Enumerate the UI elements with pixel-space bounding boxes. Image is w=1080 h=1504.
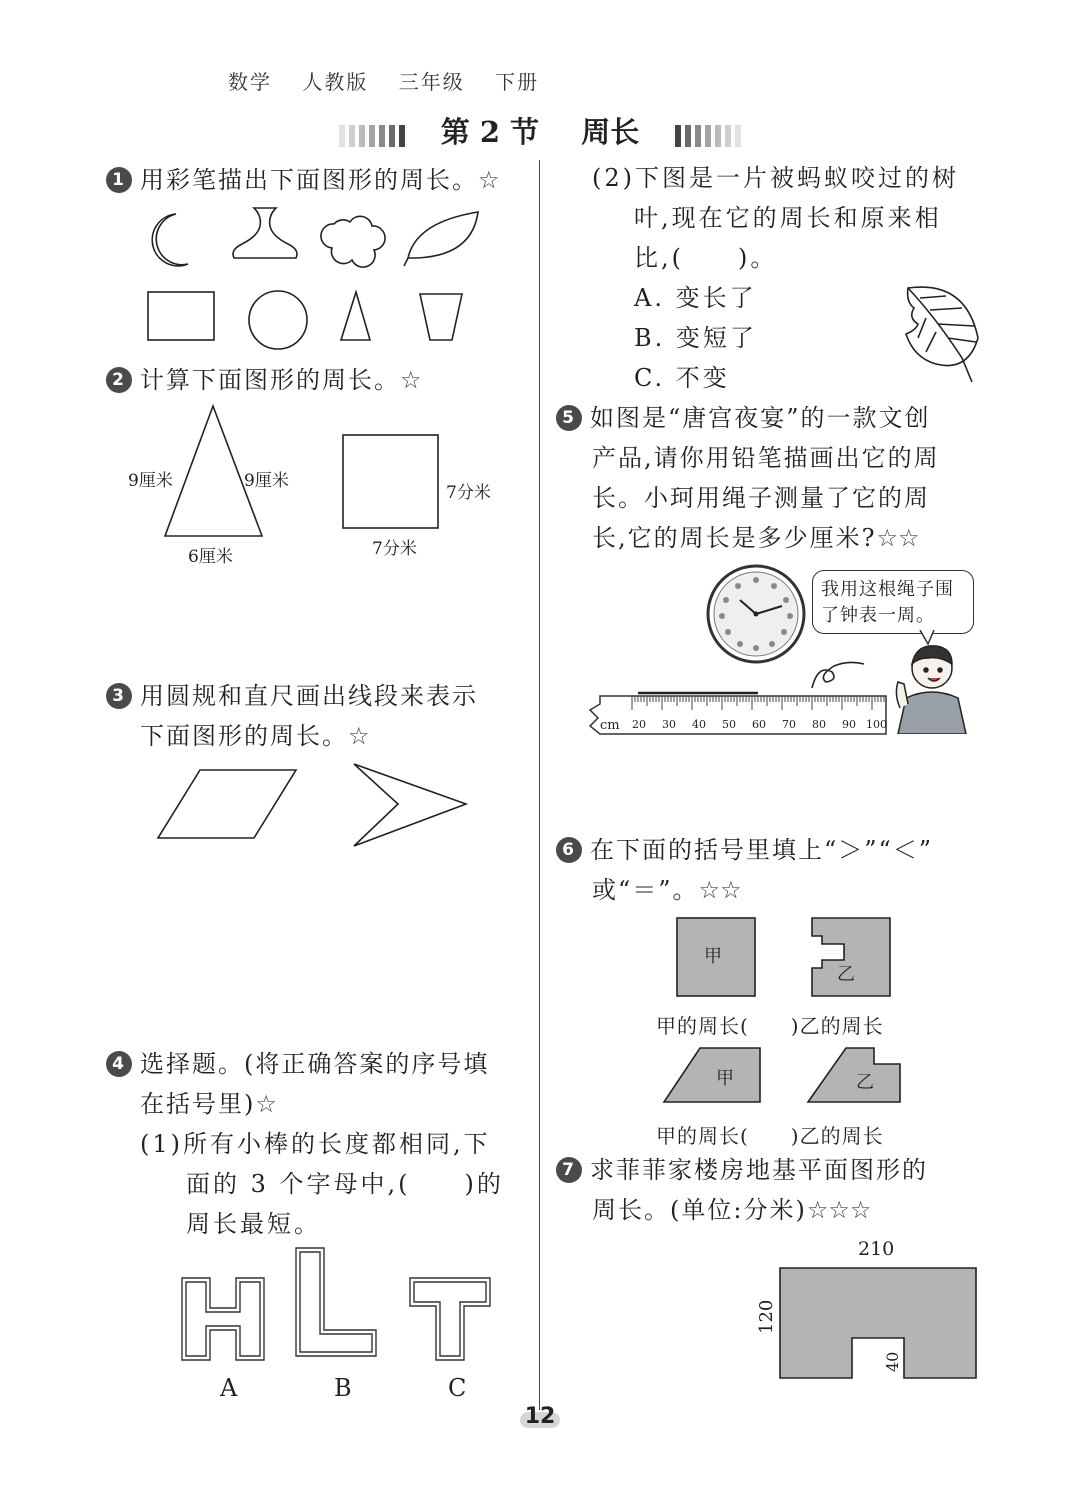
section-topic: 周长 [581, 115, 640, 149]
difficulty-stars: ☆ [348, 722, 370, 750]
q4-sub2-line-2: 叶,现在它的周长和原来相 [634, 204, 942, 232]
question-3-cont [140, 716, 370, 756]
foundation-top-length: 210 [858, 1238, 895, 1260]
question-7-badge: 7 [556, 1157, 582, 1183]
question-6-line-2: 或“＝”。 [592, 876, 699, 904]
question-6-badge: 6 [556, 837, 582, 863]
difficulty-stars: ☆ [255, 1090, 277, 1118]
question-1 [106, 160, 500, 200]
edition-label: 人教版 [302, 70, 369, 94]
title-bars-left [337, 117, 407, 151]
question-3-line-1: 用圆规和直尺画出线段来表示 [140, 682, 478, 710]
ruler-unit: cm [600, 718, 620, 733]
question-5-line-1: 如图是“唐宫夜宴”的一款文创 [590, 404, 931, 432]
question-3-line-2: 下面图形的周长。 [140, 722, 348, 750]
difficulty-stars: ☆☆ [876, 524, 920, 552]
letter-l-sticks [296, 1248, 376, 1356]
question-4-line-2: 在括号里) [140, 1090, 256, 1118]
question-6 [556, 830, 933, 870]
q4-sub1-line-1: (1)所有小棒的长度都相同,下 [140, 1130, 491, 1158]
subject-label: 数学 [228, 70, 272, 94]
grade-label: 三年级 [398, 70, 465, 94]
ruler-tick-labels [632, 718, 887, 731]
q3-shapes [150, 760, 480, 850]
foundation-left-length: 120 [756, 1299, 777, 1334]
stick-letters-figure [176, 1244, 506, 1364]
ruler-tick-label: 60 [752, 718, 766, 731]
foundation-plan-figure [752, 1262, 982, 1386]
question-7-line-2: 周长。(单位:分米) [592, 1196, 807, 1224]
bitten-leaf-figure [896, 278, 986, 386]
arrowhead-shape [354, 764, 466, 846]
q4-sub2-line-3: 比,( )。 [634, 244, 778, 272]
question-5-cont [592, 518, 920, 558]
jia-label: 甲 [716, 1068, 734, 1089]
question-4 [106, 1044, 489, 1084]
question-5-line-3: 长。小珂用绳子测量了它的周 [592, 484, 930, 512]
letter-h-sticks [182, 1278, 264, 1360]
question-5-badge: 5 [556, 405, 582, 431]
question-6-cont [592, 870, 742, 910]
ruler-tick-label: 100 [866, 718, 887, 731]
difficulty-stars: ☆ [400, 366, 422, 394]
ruler-tick-label: 70 [782, 718, 796, 731]
triangle-right-side-label: 9厘米 [244, 471, 289, 491]
difficulty-stars: ☆ [478, 166, 500, 194]
compare-line-2: 甲的周长( )乙的周长 [656, 1124, 884, 1148]
wall-clock-figure [704, 562, 808, 666]
question-4-badge: 4 [106, 1051, 132, 1077]
ruler-figure [588, 690, 888, 738]
compare-figures-1 [672, 914, 902, 998]
square-bottom-side-label: 7分米 [372, 539, 417, 559]
compare-line-1: 甲的周长( )乙的周长 [656, 1014, 884, 1038]
boy-illustration [892, 638, 972, 734]
speech-bubble [812, 570, 974, 634]
parallelogram-shape [158, 770, 296, 838]
ruler-tick-label: 40 [692, 718, 706, 731]
question-6-line-1: 在下面的括号里填上“＞”“＜” [590, 836, 934, 864]
q4-sub1-line-2: 面的 3 个字母中,( )的 [186, 1170, 504, 1198]
triangle-base-label: 6厘米 [188, 547, 233, 567]
question-7-line-1: 求菲菲家楼房地基平面图形的 [590, 1156, 928, 1184]
question-2 [106, 360, 422, 400]
trapezoid-shape [420, 294, 462, 340]
speech-bubble-line-2: 了钟表一周。 [821, 605, 935, 626]
option-a: A. 变长了 [634, 284, 757, 312]
question-4-line-1: 选择题。(将正确答案的序号填 [140, 1050, 490, 1078]
triangle-shape [341, 292, 370, 340]
option-c: C. 不变 [634, 364, 730, 392]
question-3-badge: 3 [106, 683, 132, 709]
jia-trapezoid [664, 1048, 760, 1102]
question-7 [556, 1150, 928, 1190]
ruler-tick-label: 20 [632, 718, 646, 731]
question-5 [556, 398, 931, 438]
speech-bubble-line-1: 我用这根绳子围 [821, 579, 954, 600]
difficulty-stars: ☆☆☆ [806, 1196, 872, 1224]
option-b: B. 变短了 [634, 324, 757, 352]
ruler-tick-label: 50 [722, 718, 736, 731]
question-1-badge: 1 [106, 167, 132, 193]
page-number: 12 [524, 1404, 556, 1429]
option-letter-a: A [220, 1374, 240, 1402]
yi-trapezoid-notched [808, 1048, 900, 1102]
letter-t-sticks [410, 1278, 490, 1360]
rope-figure [808, 658, 868, 694]
q4-sub1-line-3: 周长最短。 [186, 1210, 321, 1238]
vase-shape [233, 208, 297, 258]
difficulty-stars: ☆☆ [698, 876, 742, 904]
section-number: 第 2 节 [440, 115, 540, 149]
ruler-tick-label: 80 [812, 718, 826, 731]
question-3 [106, 676, 478, 716]
yi-label: 乙 [856, 1072, 874, 1093]
q1-shapes [140, 200, 490, 350]
square-figure [342, 434, 440, 530]
question-4-cont [140, 1084, 277, 1124]
option-letter-b: B [334, 1374, 354, 1402]
jia-label: 甲 [704, 946, 722, 967]
crescent-shape [152, 214, 188, 266]
question-2-text: 计算下面图形的周长。 [140, 366, 400, 394]
volume-label: 下册 [495, 70, 540, 94]
leaf-shape [404, 212, 478, 266]
ruler-tick-label: 30 [662, 718, 676, 731]
flower-shape [321, 216, 385, 267]
question-1-text: 用彩笔描出下面图形的周长。 [140, 166, 478, 194]
title-bars-right [673, 117, 743, 151]
yi-label: 乙 [837, 964, 855, 985]
circle-shape [249, 291, 307, 349]
compare-figures-2 [660, 1044, 910, 1108]
option-letter-c: C [448, 1374, 469, 1402]
question-7-cont [592, 1190, 871, 1230]
column-divider [539, 160, 540, 1410]
question-2-badge: 2 [106, 367, 132, 393]
q4-sub2-line-1: (2)下图是一片被蚂蚁咬过的树 [592, 164, 959, 192]
triangle-left-side-label: 9厘米 [128, 471, 173, 491]
ruler-tick-label: 90 [842, 718, 856, 731]
section-title [0, 110, 1080, 151]
question-5-line-2: 产品,请你用铅笔描画出它的周 [592, 444, 940, 472]
rectangle-shape [148, 292, 214, 340]
square-right-side-label: 7分米 [446, 483, 491, 503]
question-5-line-4: 长,它的周长是多少厘米? [592, 524, 877, 552]
foundation-notch-depth: 40 [883, 1351, 902, 1372]
book-header [228, 66, 561, 95]
